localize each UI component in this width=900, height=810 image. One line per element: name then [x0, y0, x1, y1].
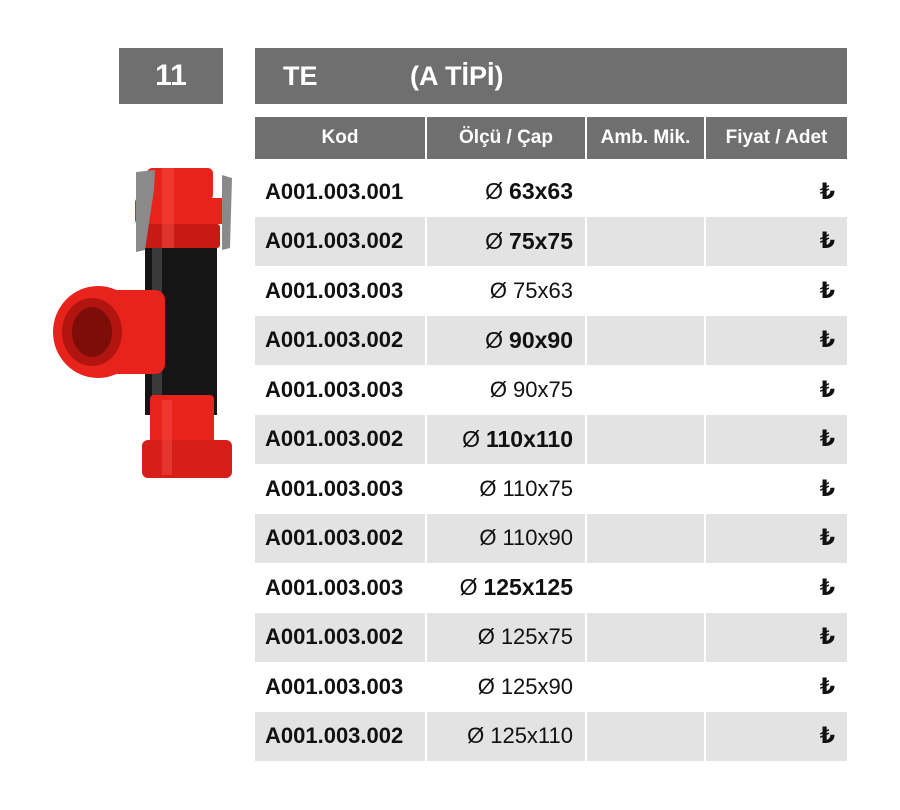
- row-size-value: 63x63: [509, 178, 573, 205]
- row-code: A001.003.002: [255, 712, 426, 762]
- row-code: A001.003.002: [255, 316, 426, 366]
- header-olcu-cap: Ölçü / Çap: [426, 117, 586, 159]
- header-kod: Kod: [255, 117, 426, 159]
- row-size: [426, 563, 586, 613]
- diameter-icon: Ø: [467, 723, 485, 749]
- diameter-icon: Ø: [479, 525, 497, 551]
- row-size: [426, 415, 586, 465]
- table-row: [255, 464, 847, 514]
- table-row: [255, 167, 847, 217]
- row-amount: [586, 316, 705, 366]
- row-size: [426, 266, 586, 316]
- row-amount: [586, 662, 705, 712]
- lira-icon: ₺: [819, 426, 835, 452]
- row-code: A001.003.002: [255, 514, 426, 564]
- diameter-icon: Ø: [489, 376, 508, 402]
- section-subtitle: (A TİPİ): [410, 61, 504, 91]
- diameter-icon: Ø: [477, 673, 495, 699]
- lira-icon: ₺: [819, 178, 835, 204]
- row-code: A001.003.003: [255, 464, 426, 514]
- row-price: [705, 167, 847, 217]
- section-title-bar: [255, 48, 847, 104]
- row-size-value: 125x75: [500, 624, 573, 650]
- table-row: [255, 365, 847, 415]
- row-price: [705, 365, 847, 415]
- lira-icon: ₺: [819, 624, 835, 650]
- row-amount: [586, 563, 705, 613]
- row-size-value: 125x125: [483, 574, 573, 601]
- table-row: [255, 316, 847, 366]
- row-code: A001.003.002: [255, 613, 426, 663]
- table-row: [255, 712, 847, 762]
- header-fiyat-adet: Fiyat / Adet: [705, 117, 847, 159]
- row-amount: [586, 613, 705, 663]
- lira-icon: ₺: [819, 574, 835, 600]
- row-code: A001.003.002: [255, 415, 426, 465]
- row-amount: [586, 712, 705, 762]
- diameter-icon: Ø: [489, 277, 508, 303]
- row-price: [705, 662, 847, 712]
- row-size-value: 110x110: [485, 425, 573, 452]
- row-code: A001.003.002: [255, 217, 426, 267]
- row-size: [426, 712, 586, 762]
- row-size-value: 125x90: [500, 673, 573, 699]
- row-size-value: 75x63: [513, 277, 573, 303]
- row-price: [705, 712, 847, 762]
- row-size-value: 90x75: [513, 376, 573, 402]
- table-row: [255, 563, 847, 613]
- row-amount: [586, 464, 705, 514]
- table-row: [255, 613, 847, 663]
- diameter-icon: Ø: [485, 227, 504, 254]
- table-row: [255, 217, 847, 267]
- table-row: [255, 662, 847, 712]
- table-row: [255, 266, 847, 316]
- row-code: A001.003.003: [255, 662, 426, 712]
- diameter-icon: Ø: [459, 574, 478, 601]
- row-size: [426, 365, 586, 415]
- row-price: [705, 316, 847, 366]
- lira-icon: ₺: [819, 673, 835, 699]
- tee-fitting-icon: [50, 160, 240, 490]
- row-price: [705, 613, 847, 663]
- row-size: [426, 514, 586, 564]
- row-code: A001.003.001: [255, 167, 426, 217]
- diameter-icon: Ø: [479, 475, 497, 501]
- row-size-value: 90x90: [509, 326, 573, 353]
- row-size: [426, 316, 586, 366]
- row-price: [705, 514, 847, 564]
- price-table: [255, 117, 847, 761]
- row-size-value: 125x110: [490, 723, 573, 749]
- diameter-icon: Ø: [477, 624, 495, 650]
- row-amount: [586, 167, 705, 217]
- row-code: A001.003.003: [255, 266, 426, 316]
- row-amount: [586, 514, 705, 564]
- table-row: [255, 514, 847, 564]
- diameter-icon: Ø: [485, 326, 504, 353]
- row-code: A001.003.003: [255, 365, 426, 415]
- row-amount: [586, 365, 705, 415]
- lira-icon: ₺: [819, 327, 835, 353]
- table-row: [255, 415, 847, 465]
- row-price: [705, 464, 847, 514]
- row-size-value: 110x75: [502, 475, 573, 501]
- row-size: [426, 167, 586, 217]
- row-size: [426, 662, 586, 712]
- row-price: [705, 266, 847, 316]
- row-size-value: 75x75: [509, 227, 573, 254]
- row-size: [426, 613, 586, 663]
- row-price: [705, 563, 847, 613]
- section-title: TE: [283, 61, 318, 91]
- row-amount: [586, 217, 705, 267]
- header-amb-mik: Amb. Mik.: [586, 117, 705, 159]
- table-header-row: [255, 117, 847, 159]
- section-number: 11: [119, 48, 223, 104]
- lira-icon: ₺: [819, 228, 835, 254]
- row-size-value: 110x90: [502, 525, 573, 551]
- lira-icon: ₺: [819, 376, 835, 402]
- row-size: [426, 217, 586, 267]
- row-price: [705, 415, 847, 465]
- lira-icon: ₺: [819, 475, 835, 501]
- diameter-icon: Ø: [485, 178, 504, 205]
- diameter-icon: Ø: [462, 425, 480, 452]
- lira-icon: ₺: [819, 525, 835, 551]
- row-amount: [586, 415, 705, 465]
- row-code: A001.003.003: [255, 563, 426, 613]
- row-amount: [586, 266, 705, 316]
- lira-icon: ₺: [819, 723, 835, 749]
- lira-icon: ₺: [819, 277, 835, 303]
- row-price: [705, 217, 847, 267]
- row-size: [426, 464, 586, 514]
